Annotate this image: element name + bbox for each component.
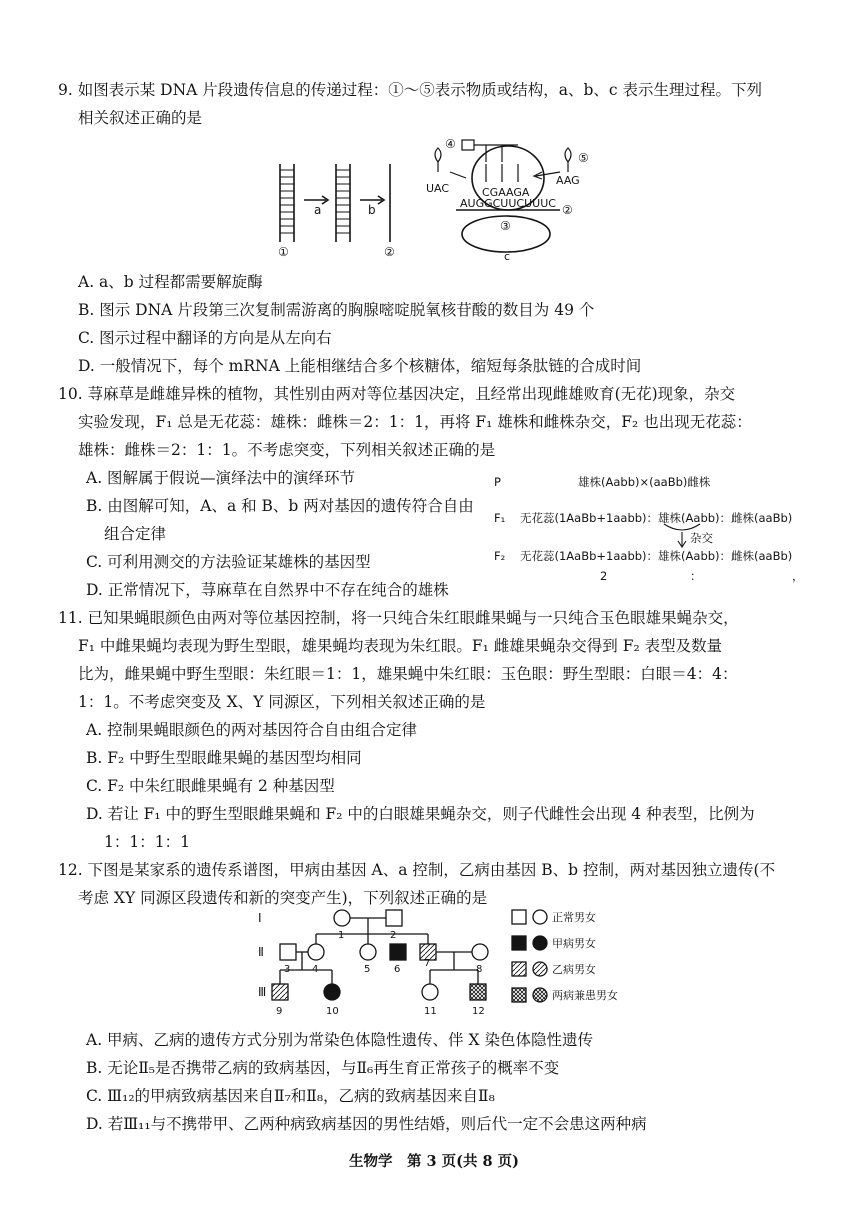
page-footer: 生物学 第 3 页(共 8 页) [348,1153,520,1170]
q10-stem-line3: 雄株：雌株＝2：1：1。不考虑突变，下列相关叙述正确的是 [78,441,496,459]
legend-disease-b: 乙病男女 [552,963,596,976]
pedigree-label-ii7: 7 [424,958,431,969]
q9-option-c: C. 图示过程中翻译的方向是从左向右 [78,329,332,347]
q9-uac: UAC [426,182,450,195]
q9-label-2b: ② [562,203,573,217]
q10-fig-f1: F₁ [494,511,506,525]
q9-option-a: A. a、b 过程都需要解旋酶 [78,273,263,291]
q10-fig-cross: 杂交 [690,531,713,545]
q9-option-b: B. 图示 DNA 片段第三次复制需游离的胸腺嘧啶脱氧核苷酸的数目为 49 个 [78,301,595,319]
legend-normal: 正常男女 [552,911,596,924]
pedigree-label-iii12: 12 [472,1006,485,1017]
pedigree-i1 [334,910,350,926]
q9-figure [270,132,600,262]
q11-option-b: B. F₂ 中野生型眼雌果蝇的基因型均相同 [86,749,362,767]
q10-stem-line1: 10. 荨麻草是雌雄异株的植物，其性别由两对等位基因决定，且经常出现雌雄败育(无花)现象，杂交 [58,385,736,403]
q12-stem-line2: 考虑 XY 同源区段遗传和新的突变产生)，下列叙述正确的是 [78,889,488,907]
q11-stem-line3: 比为，雌果蝇中野生型眼：朱红眼＝1：1，雄果蝇中朱红眼：玉色眼：野生型眼：白眼＝4：4： [78,665,738,683]
q10-stem-line2: 实验发现，F₁ 总是无花蕊：雄株：雌株＝2：1：1，再将 F₁ 雄株和雌株杂交，F₂ 也出现无花蕊： [78,413,752,431]
pedigree-label-iii10: 10 [326,1006,339,1017]
q10-fig-comma: ， [792,569,804,583]
q12-option-c: C. Ⅲ₁₂的甲病致病基因来自Ⅱ₇和Ⅱ₈，乙病的致病基因来自Ⅱ₈ [86,1087,495,1105]
pedigree-i2 [386,910,402,926]
q10-fig-p: P [494,475,501,489]
q9-mrna: AUGGCUUCUUUC [460,197,556,210]
pedigree-label-ii8: 8 [476,964,483,975]
q9-cgaaga: CGAAGA [482,186,530,199]
q11-option-d-cont: 1：1：1：1 [104,833,190,851]
q9-label-1: ① [278,245,289,259]
legend-disease-a: 甲病男女 [552,937,596,950]
q10-option-d: D. 正常情况下，荨麻草在自然界中不存在纯合的雄株 [86,581,449,599]
pedigree-label-ii6: 6 [394,964,401,975]
q12-pedigree [250,904,650,1024]
pedigree-label-ii5: 5 [364,964,371,975]
pedigree-gen1: Ⅰ [258,911,262,925]
q9-aag: AAG [556,174,580,187]
pedigree-label-ii4: 4 [312,964,319,975]
q9-stem-line1: 9. 如图表示某 DNA 片段遗传信息的传递过程：①～⑤表示物质或结构，a、b、c 表示生理过程。下列 [58,81,763,99]
pedigree-gen2: Ⅱ [258,945,264,959]
q10-option-b: B. 由图解可知，A、a 和 B、b 两对基因的遗传符合自由 [86,497,474,515]
q11-option-d: D. 若让 F₁ 中的野生型眼雌果蝇和 F₂ 中的白眼雄果蝇杂交，则子代雌性会出现 4 种表型，比例为 [86,805,755,823]
q9-label-3: ③ [500,219,511,233]
q11-stem-line4: 1：1。不考虑突变及 X、Y 同源区，下列相关叙述正确的是 [78,693,486,711]
q10-fig-f2-text: 无花蕊(1AaBb+1aabb)：雄株(Aabb)：雌株(aaBb) [520,549,793,563]
q11-option-a: A. 控制果蝇眼颜色的两对基因符合自由组合定律 [86,721,418,739]
pedigree-label-iii11: 11 [424,1006,437,1017]
legend-both: 两病兼患男女 [552,989,618,1002]
q9-label-2: ② [384,245,395,259]
q10-option-b-cont: 组合定律 [104,525,167,543]
pedigree-label-iii9: 9 [276,1006,283,1017]
q9-label-5: ⑤ [578,151,589,165]
q10-fig-p-cross: 雄株(Aabb)×(aaBb)雌株 [578,475,711,489]
q10-fig-f2: F₂ [494,549,506,563]
pedigree-gen3: Ⅲ [258,985,267,999]
q11-stem-line1: 11. 已知果蝇眼颜色由两对等位基因控制，将一只纯合朱红眼雌果蝇与一只纯合玉色眼雄果蝇杂交， [58,609,739,627]
pedigree-label-i2: 2 [390,930,397,941]
q9-label-b: b [368,203,376,217]
q10-fig-ratio: 2 [600,569,608,583]
q11-stem-line2: F₁ 中雌果蝇均表现为野生型眼，雄果蝇均表现为朱红眼。F₁ 雌雄果蝇杂交得到 F₂ 表型及数量 [78,637,723,655]
q12-option-d: D. 若Ⅲ₁₁与不携带甲、乙两种病致病基因的男性结婚，则后代一定不会患这两种病 [86,1115,647,1133]
q9-stem-line2: 相关叙述正确的是 [78,109,203,127]
q10-option-c: C. 可利用测交的方法验证某雄株的基因型 [86,553,371,571]
q10-fig-f1-text: 无花蕊(1AaBb+1aabb)：雄株(Aabb)：雌株(aaBb) [520,511,793,525]
q9-option-d: D. 一般情况下，每个 mRNA 上能相继结合多个核糖体，缩短每条肽链的合成时间 [78,357,642,375]
q9-label-a: a [314,203,322,217]
q9-label-4: ④ [445,137,456,151]
pedigree-label-i1: 1 [338,930,345,941]
q9-label-c: c [504,250,511,262]
q12-option-b: B. 无论Ⅱ₅是否携带乙病的致病基因，与Ⅱ₆再生育正常孩子的概率不变 [86,1059,560,1077]
q10-fig-colon: ： [690,569,702,583]
q10-option-a: A. 图解属于假说—演绎法中的演绎环节 [86,469,356,487]
q12-stem-line1: 12. 下图是某家系的遗传系谱图，甲病由基因 A、a 控制，乙病由基因 B、b 控制，两对基因独立遗传(不 [58,861,776,879]
pedigree-label-ii3: 3 [284,964,291,975]
q11-option-c: C. F₂ 中朱红眼雌果蝇有 2 种基因型 [86,777,335,795]
q12-option-a: A. 甲病、乙病的遗传方式分别为常染色体隐性遗传、伴 X 染色体隐性遗传 [86,1031,593,1049]
